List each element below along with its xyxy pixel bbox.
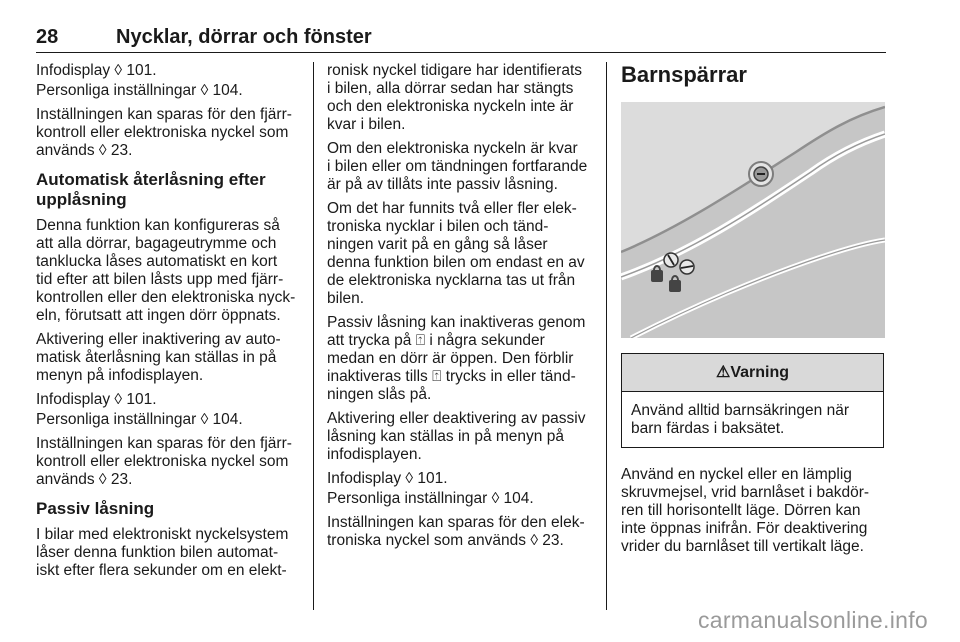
ref-infodisplay-3: Infodisplay ◊ 101. bbox=[327, 470, 448, 487]
chapter-title: Nycklar, dörrar och fönster bbox=[116, 26, 372, 48]
watermark: carmanualsonline.info bbox=[697, 607, 928, 633]
ref-personal-settings-1: Personliga inställningar ◊ 104. bbox=[36, 82, 243, 99]
warning-title: ⚠Varning bbox=[622, 354, 883, 392]
intro-note: Inställningen kan sparas för den fjärr- kontroll eller elektroniska nyckel som används ◊ 23. bbox=[36, 106, 292, 159]
passive-p3: Om det har funnits två eller fler elek- troniska nycklar i bilen och tänd- ningen varit på en gång så låser denna funktion bilen om endast en av de elektroniska nycklarna tas ut från bilen. bbox=[327, 200, 585, 307]
page-header bbox=[36, 26, 886, 53]
heading-auto-relock: Automatisk återlåsning efter upplåsning bbox=[36, 170, 266, 209]
heading-passive-locking: Passiv låsning bbox=[36, 499, 155, 518]
warning-body: Använd alltid barnsäkringen när barn färdas i baksätet. bbox=[631, 402, 849, 437]
ref-infodisplay-1: Infodisplay ◊ 101. bbox=[36, 62, 157, 79]
column-divider-2 bbox=[606, 62, 607, 610]
page-number: 28 bbox=[36, 26, 59, 48]
column-2 bbox=[327, 62, 592, 556]
relock-note: Inställningen kan sparas för den fjärr- kontroll eller elektroniska nyckel som används ◊ 23. bbox=[36, 435, 292, 488]
ref-infodisplay-2: Infodisplay ◊ 101. bbox=[36, 391, 157, 408]
child-lock-instructions: Använd en nyckel eller en lämplig skruvmejsel, vrid barnlåset i bakdör- ren till horisontellt läge. Dörren kan inte öppnas inifrån. För deaktivering vrider du barnlåset till vertikalt läge. bbox=[621, 466, 870, 555]
relock-body-1: Denna funktion kan konfigureras så att alla dörrar, bagageutrymme och tanklucka låses automatiskt en kort tid efter att bilen låsts upp med fjärr- kontrollen eller den elektroniska nyck- eln, förutsatt att ingen dörr öppnats. bbox=[36, 217, 296, 324]
child-lock-illustration bbox=[621, 102, 885, 338]
ref-personal-settings-3: Personliga inställningar ◊ 104. bbox=[327, 490, 534, 507]
column-3 bbox=[621, 62, 885, 562]
passive-p5: Aktivering eller deaktivering av passiv låsning kan ställas in på menyn på infodisplayen. bbox=[327, 410, 586, 463]
passive-p2: Om den elektroniska nyckeln är kvar i bilen eller om tändningen fortfarande är på av tillåts inte passiv låsning. bbox=[327, 140, 588, 193]
passive-note: Inställningen kan sparas för den elek- troniska nyckel som används ◊ 23. bbox=[327, 514, 585, 549]
warning-box bbox=[621, 353, 884, 448]
passive-p1: ronisk nyckel tidigare har identifierats i bilen, alla dörrar sedan har stängts och den elektroniska nyckeln inte är kvar i bilen. bbox=[327, 62, 583, 133]
column-1 bbox=[36, 62, 300, 586]
passive-body-start: I bilar med elektroniskt nyckelsystem låser denna funktion bilen automat- iskt efter flera sekunder om en elekt- bbox=[36, 526, 289, 579]
column-divider-1 bbox=[313, 62, 314, 610]
passive-p4: Passiv låsning kan inaktiveras genom att trycka på ⍐ i några sekunder medan en dörr är öppen. Den förblir inaktiveras tills ⍐ trycks in eller tänd- ningen slås på. bbox=[327, 314, 586, 403]
ref-personal-settings-2: Personliga inställningar ◊ 104. bbox=[36, 411, 243, 428]
heading-child-locks: Barnspärrar bbox=[621, 62, 747, 87]
relock-body-2: Aktivering eller inaktivering av auto- matisk återlåsning kan ställas in på menyn på infodisplayen. bbox=[36, 331, 281, 384]
